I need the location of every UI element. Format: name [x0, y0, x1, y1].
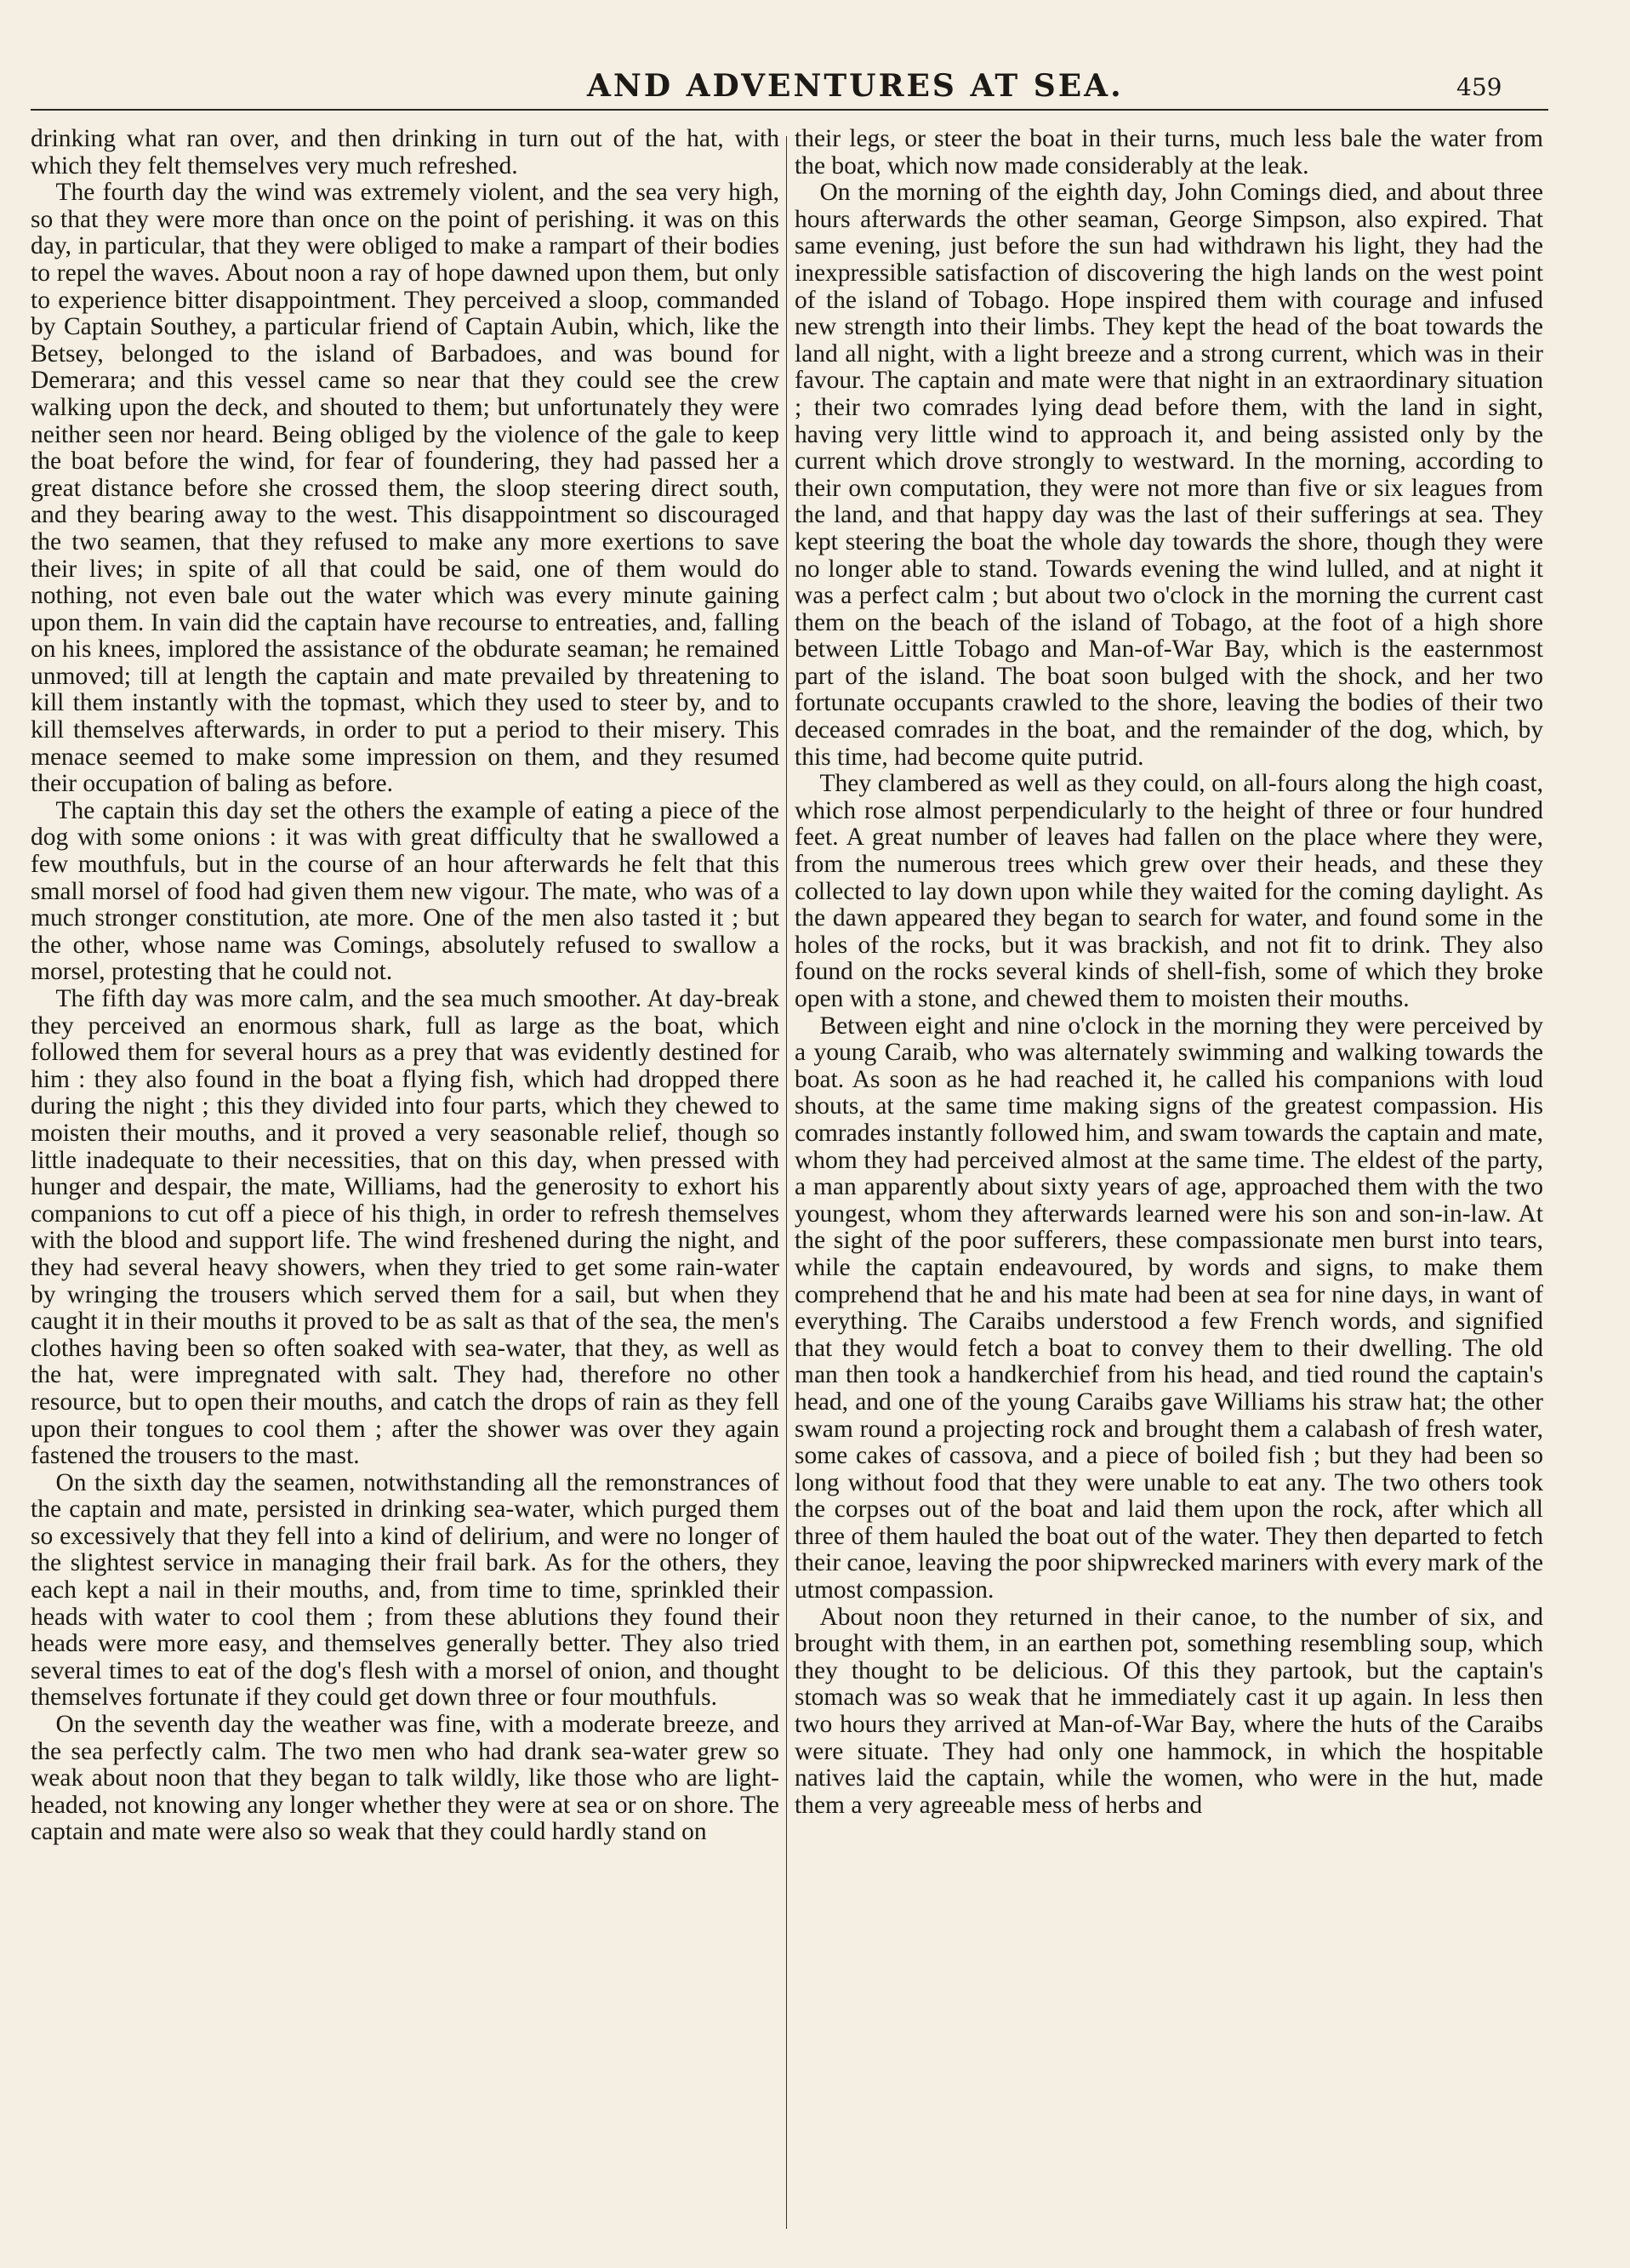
paragraph: About noon they returned in their canoe, to the number of six, and brought with them, in an earthen pot, something resembling soup, which they thought to be delicious. Of this they partook, but the captain's stomach was so weak that he immediately cast it up again. In less then two hours they arrived at Man-of-War Bay, where the huts of the Caraibs were situate. They had only one hammock, in which the hospitable natives laid the captain, while the women, who were in the hut, made them a very agreeable mess of herbs and: [795, 1603, 1543, 1819]
paragraph: The fourth day the wind was extremely violent, and the sea very high, so that they were more than once on the point of perishing. it was on this day, in particular, that they were obliged to make a rampart of their bodies to repel the waves. About noon a ray of hope dawned upon them, but only to experience bitter disappointment. They perceived a sloop, commanded by Captain Southey, a particular friend of Captain Aubin, which, like the Betsey, belonged to the island of Barbadoes, and was bound for Demerara; and this vessel came so near that they could see the crew walking upon the deck, and shouted to them; but unfortunately they were neither seen nor heard. Being obliged by the violence of the gale to keep the boat before the wind, for fear of foundering, they had passed her a great distance before she crossed them, the sloop steering direct south, and they bearing away to the west. This disappointment so discouraged the two seamen, that they refused to make any more exertions to save their lives; in spite of all that could be said, one of them would do nothing, not even bale out the water which was every minute gaining upon them. In vain did the captain have recourse to entreaties, and, falling on his knees, implored the assistance of the obdurate seaman; he remained unmoved; till at length the captain and mate prevailed by threatening to kill them instantly with the topmast, which they used to steer by, and to kill themselves afterwards, in order to put a period to their misery. This menace seemed to make some impression on them, and they resumed their occupation of baling as before.: [31, 179, 779, 798]
page-header: [0, 60, 1630, 111]
right-column: [795, 126, 1543, 2253]
paragraph: The fifth day was more calm, and the sea much smoother. At day-break they perceived an enormous shark, full as large as the boat, which followed them for several hours as a prey that was evidently destined for him : they also found in the boat a flying fish, which had dropped there during the night ; this they divided into four parts, which they chewed to moisten their mouths, and it proved a very seasonable relief, though so little inadequate to their necessities, that on this day, when pressed with hunger and despair, the mate, Williams, had the generosity to exhort his companions to cut off a piece of his thigh, in order to refresh themselves with the blood and support life. The wind freshened during the night, and they had several heavy showers, when they tried to get some rain-water by wringing the trousers which served them for a sail, but when they caught it in their mouths it proved to be as salt as that of the sea, the men's clothes having been so often soaked with sea-water, that they, as well as the hat, were impregnated with salt. They had, therefore no other resource, but to open their mouths, and catch the drops of rain as they fell upon their tongues to cool them ; after the shower was over they again fastened the trousers to the mast.: [31, 985, 779, 1470]
paragraph: The captain this day set the others the example of eating a piece of the dog with some onions : it was with great difficulty that he swallowed a few mouthfuls, but in the course of an hour afterwards he felt that this small morsel of food had given them new vigour. The mate, who was of a much stronger constitution, ate more. One of the men also tasted it ; but the other, whose name was Comings, absolutely refused to swallow a morsel, protesting that he could not.: [31, 796, 779, 986]
paragraph: On the morning of the eighth day, John Comings died, and about three hours afterwards the other seaman, George Simpson, also expired. That same evening, just before the sun had withdrawn his light, they had the inexpressible satisfaction of discovering the high lands on the west point of the island of Tobago. Hope inspired them with courage and infused new strength into their limbs. They kept the head of the boat towards the land all night, with a light breeze and a strong current, which was in their favour. The captain and mate were that night in an extraordinary situation ; their two comrades lying dead before them, with the land in sight, having very little wind to approach it, and being assisted only by the current which drove strongly to westward. In the morning, according to their own computation, they were not more than five or six leagues from the land, and that happy day was the last of their sufferings at sea. They kept steering the boat the whole day towards the shore, though they were no longer able to stand. Towards evening the wind lulled, and at night it was a perfect calm ; but about two o'clock in the morning the current cast them on the beach of the island of Tobago, at the foot of a high shore between Little Tobago and Man-of-War Bay, which is the easternmost part of the island. The boat soon bulged with the shock, and her two fortunate occupants crawled to the shore, leaving the bodies of their two deceased comrades in the boat, and the remainder of the dog, which, by this time, had become quite putrid.: [795, 179, 1543, 771]
left-column: [31, 126, 779, 2253]
running-title: AND ADVENTURES AT SEA.: [587, 68, 1124, 104]
column-divider: [786, 136, 787, 2229]
paragraph: Between eight and nine o'clock in the morning they were perceived by a young Caraib, who was alternately swimming and walking towards the boat. As soon as he had reached it, he called his companions with loud shouts, at the same time making signs of the greatest compassion. His comrades instantly followed him, and swam towards the captain and mate, whom they had perceived almost at the same time. The eldest of the party, a man apparently about sixty years of age, approached them with the two youngest, whom they afterwards learned were his son and son-in-law. At the sight of the poor sufferers, these compassionate men burst into tears, while the captain endeavoured, by words and signs, to make them comprehend that he and his mate had been at sea for nine days, in want of everything. The Caraibs understood a few French words, and signified that they would fetch a boat to convey them to their dwelling. The old man then took a handkerchief from his head, and tied round the captain's head, and one of the young Caraibs gave Williams his straw hat; the other swam round a projecting rock and brought them a calabash of fresh water, some cakes of cassova, and a piece of boiled fish ; but they had been so long without food that they were unable to eat any. The two others took the corpses out of the boat and laid them upon the rock, after which all three of them hauled the boat out of the water. They then departed to fetch their canoe, leaving the poor shipwrecked mariners with every mark of the utmost compassion.: [795, 1011, 1543, 1604]
paragraph: They clambered as well as they could, on all-fours along the high coast, which rose almost perpendicularly to the height of three or four hundred feet. A great number of leaves had fallen on the place where they were, from the numerous trees which grew over their heads, and these they collected to lay down upon while they waited for the coming daylight. As the dawn appeared they began to search for water, and found some in the holes of the rocks, but it was brackish, and not fit to drink. They also found on the rocks several kinds of shell-fish, some of which they broke open with a stone, and chewed them to moisten their mouths.: [795, 770, 1543, 1012]
header-rule: [31, 109, 1548, 111]
paragraph: On the seventh day the weather was fine, with a moderate breeze, and the sea perfectly calm. The two men who had drank sea-water grew so weak about noon that they began to talk wildly, like those who are light-headed, not knowing any longer whether they were at sea or on shore. The captain and mate were also so weak that they could hardly stand on: [31, 1711, 779, 1846]
paragraph: drinking what ran over, and then drinking in turn out of the hat, with which they felt themselves very much refreshed.: [31, 126, 779, 180]
page-number: 459: [1456, 73, 1502, 101]
paragraph: On the sixth day the seamen, notwithstanding all the remonstrances of the captain and mate, persisted in drinking sea-water, which purged them so excessively that they fell into a kind of delirium, and were no longer of the slightest service in managing their frail bark. As for the others, they each kept a nail in their mouths, and, from time to time, sprinkled their heads with water to cool them ; from these ablutions they found their heads were more easy, and themselves generally better. They also tried several times to eat of the dog's flesh with a morsel of onion, and thought themselves fortunate if they could get down three or four mouthfuls.: [31, 1468, 779, 1712]
paragraph: their legs, or steer the boat in their turns, much less bale the water from the boat, which now made considerably at the leak.: [795, 126, 1543, 180]
